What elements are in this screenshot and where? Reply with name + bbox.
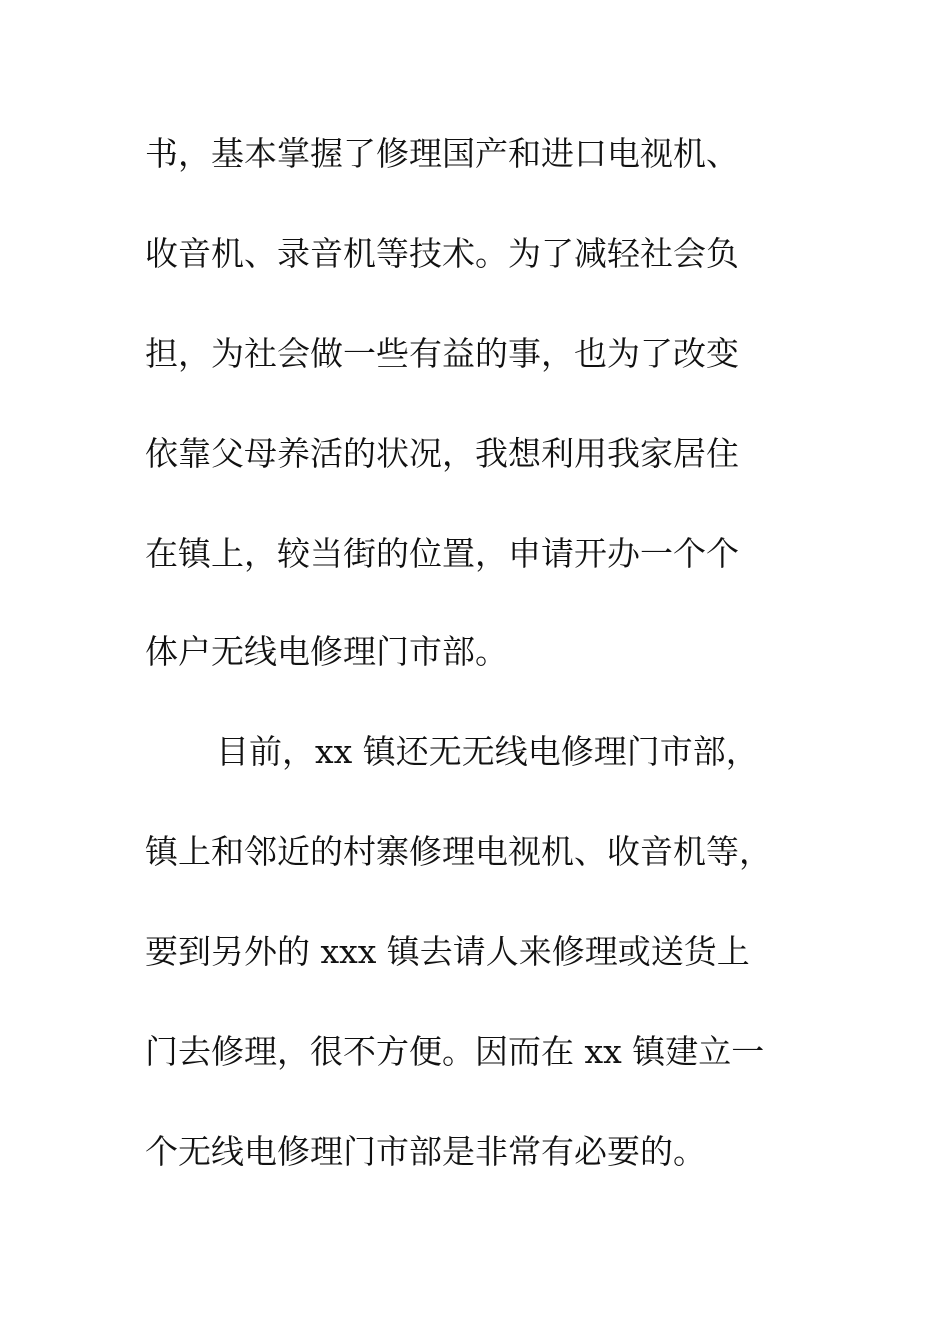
text-line: 要到另外的 xxx 镇去请人来修理或送货上 — [145, 932, 750, 971]
text-line: 门去修理，很不方便。因而在 xx 镇建立一 — [145, 1032, 765, 1071]
text-line: 体户无线电修理门市部。 — [145, 632, 508, 671]
text-line: 收音机、录音机等技术。为了减轻社会负 — [145, 234, 739, 273]
text-line: 个无线电修理门市部是非常有必要的。 — [145, 1132, 706, 1171]
text-line: 书，基本掌握了修理国产和进口电视机、 — [145, 134, 739, 173]
text-line: 依靠父母养活的状况，我想利用我家居住 — [145, 434, 739, 473]
text-line: 担，为社会做一些有益的事，也为了改变 — [145, 334, 739, 373]
text-line: 目前，xx 镇还无无线电修理门市部， — [216, 732, 759, 771]
text-line: 镇上和邻近的村寨修理电视机、收音机等， — [145, 832, 772, 871]
text-line: 在镇上，较当街的位置，申请开办一个个 — [145, 534, 739, 573]
